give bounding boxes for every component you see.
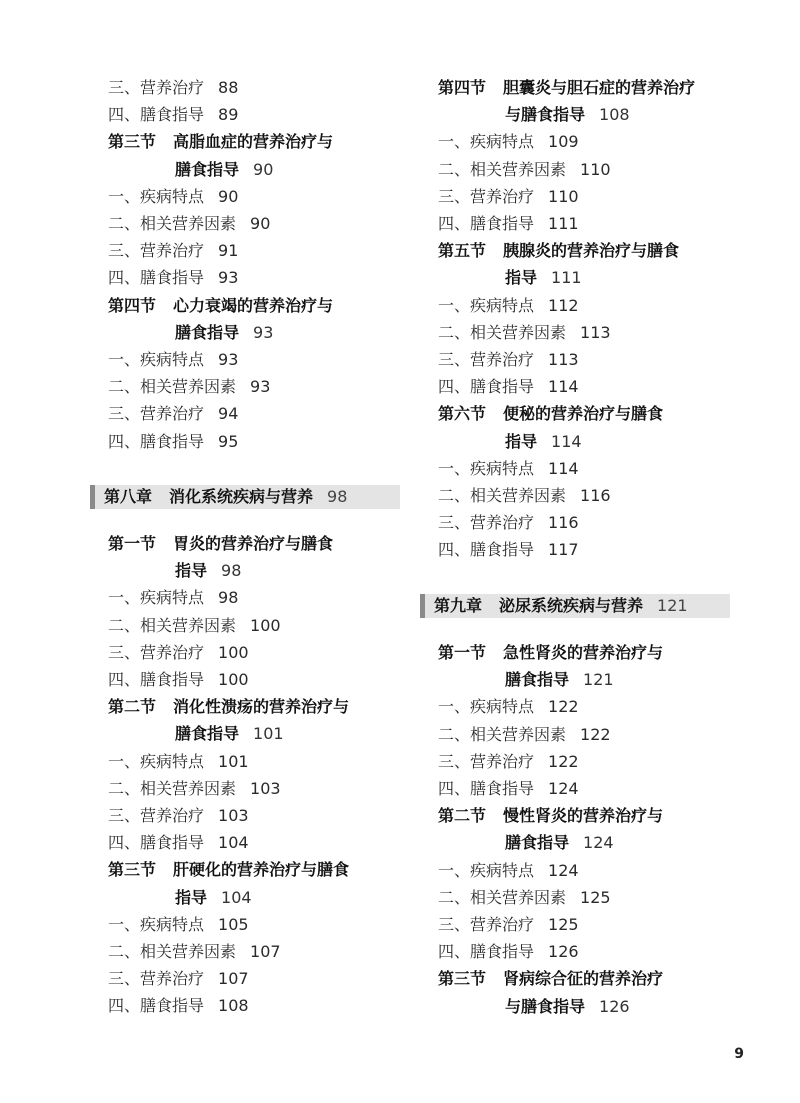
item-page: 126: [548, 942, 579, 961]
toc-item[interactable]: [108, 104, 238, 126]
toc-item[interactable]: [108, 376, 270, 398]
toc-section[interactable]: [438, 642, 663, 664]
section-title-cont: 膳食指导: [505, 670, 570, 689]
section-label: 第三节: [108, 860, 157, 879]
item-page: 112: [548, 296, 579, 315]
section-label: 第二节: [108, 697, 157, 716]
item-page: 94: [218, 404, 239, 423]
toc-section[interactable]: [438, 240, 679, 262]
item-title: 四、膳食指导: [108, 833, 205, 852]
chapter-label: 第九章: [434, 596, 483, 615]
toc-section-continued[interactable]: [175, 322, 273, 344]
item-page: 111: [548, 214, 579, 233]
item-page: 116: [580, 486, 611, 505]
chapter-heading[interactable]: [420, 594, 730, 618]
item-title: 三、营养治疗: [108, 78, 205, 97]
section-title: 心力衰竭的营养治疗与: [173, 296, 334, 315]
item-title: 三、营养治疗: [438, 187, 535, 206]
item-page: 107: [218, 969, 249, 988]
item-title: 一、疾病特点: [438, 132, 535, 151]
section-title-cont: 与膳食指导: [505, 997, 586, 1016]
toc-item[interactable]: [108, 186, 238, 208]
toc-item[interactable]: [438, 159, 611, 181]
section-title: 胃炎的营养治疗与膳食: [173, 534, 334, 553]
item-page: 110: [548, 187, 579, 206]
toc-item[interactable]: [438, 131, 579, 153]
item-page: 122: [580, 725, 611, 744]
section-title: 胆囊炎与胆石症的营养治疗: [503, 78, 696, 97]
toc-section-continued[interactable]: [505, 832, 614, 854]
item-title: 一、疾病特点: [438, 459, 535, 478]
toc-item[interactable]: [108, 587, 238, 609]
item-title: 四、膳食指导: [108, 996, 205, 1015]
item-title: 一、疾病特点: [438, 861, 535, 880]
section-title-cont: 膳食指导: [175, 724, 240, 743]
item-title: 一、疾病特点: [438, 697, 535, 716]
section-page: 111: [551, 268, 582, 287]
item-title: 四、膳食指导: [438, 942, 535, 961]
item-page: 105: [218, 915, 249, 934]
toc-section[interactable]: [108, 131, 333, 153]
chapter-heading[interactable]: [90, 485, 400, 509]
item-title: 一、疾病特点: [108, 588, 205, 607]
toc-item[interactable]: [108, 431, 238, 453]
chapter-page: 121: [657, 596, 688, 615]
item-title: 一、疾病特点: [108, 752, 205, 771]
section-title-cont: 指导: [175, 561, 208, 580]
toc-item[interactable]: [108, 213, 270, 235]
item-title: 四、膳食指导: [438, 779, 535, 798]
item-title: 三、营养治疗: [108, 404, 205, 423]
item-title: 三、营养治疗: [438, 513, 535, 532]
toc-item[interactable]: [438, 724, 611, 746]
item-page: 100: [218, 670, 249, 689]
toc-section-continued[interactable]: [505, 669, 614, 691]
section-label: 第五节: [438, 241, 487, 260]
toc-section[interactable]: [438, 403, 663, 425]
item-page: 103: [218, 806, 249, 825]
item-page: 91: [218, 241, 239, 260]
section-label: 第三节: [108, 132, 157, 151]
section-title: 便秘的营养治疗与膳食: [503, 404, 664, 423]
toc-section[interactable]: [438, 805, 663, 827]
item-page: 90: [250, 214, 271, 233]
toc-item[interactable]: [438, 941, 579, 963]
toc-item[interactable]: [438, 751, 579, 773]
toc-section-continued[interactable]: [505, 996, 630, 1018]
item-title: 四、膳食指导: [438, 540, 535, 559]
item-title: 三、营养治疗: [438, 350, 535, 369]
item-title: 二、相关营养因素: [108, 377, 237, 396]
toc-item[interactable]: [108, 615, 281, 637]
item-page: 100: [250, 616, 281, 635]
item-page: 89: [218, 105, 239, 124]
item-title: 三、营养治疗: [108, 643, 205, 662]
section-title: 高脂血症的营养治疗与: [173, 132, 334, 151]
toc-item[interactable]: [438, 295, 579, 317]
item-title: 一、疾病特点: [438, 296, 535, 315]
item-page: 110: [580, 160, 611, 179]
item-page: 108: [218, 996, 249, 1015]
section-page: 121: [583, 670, 614, 689]
section-page: 90: [253, 160, 274, 179]
toc-item[interactable]: [108, 669, 249, 691]
item-page: 100: [218, 643, 249, 662]
item-title: 三、营养治疗: [438, 752, 535, 771]
section-title-cont: 指导: [175, 888, 208, 907]
item-page: 124: [548, 861, 579, 880]
item-page: 124: [548, 779, 579, 798]
toc-item[interactable]: [438, 376, 579, 398]
item-title: 四、膳食指导: [108, 268, 205, 287]
item-title: 二、相关营养因素: [108, 779, 237, 798]
chapter-title: 泌尿系统疾病与营养: [499, 596, 644, 615]
item-page: 93: [218, 268, 239, 287]
item-title: 一、疾病特点: [108, 350, 205, 369]
toc-item[interactable]: [438, 539, 579, 561]
item-title: 二、相关营养因素: [438, 888, 567, 907]
section-title-cont: 膳食指导: [175, 323, 240, 342]
section-title: 消化性溃疡的营养治疗与: [173, 697, 350, 716]
toc-section-continued[interactable]: [505, 104, 630, 126]
item-page: 113: [580, 323, 611, 342]
item-page: 122: [548, 752, 579, 771]
section-title-cont: 膳食指导: [505, 833, 570, 852]
toc-item[interactable]: [438, 322, 611, 344]
item-page: 104: [218, 833, 249, 852]
chapter-label: 第八章: [104, 487, 153, 506]
item-page: 125: [580, 888, 611, 907]
toc-item[interactable]: [438, 778, 579, 800]
toc-item[interactable]: [438, 213, 579, 235]
toc-section[interactable]: [108, 533, 333, 555]
toc-item[interactable]: [108, 642, 249, 664]
toc-section[interactable]: [438, 968, 663, 990]
item-title: 二、相关营养因素: [108, 616, 237, 635]
toc-item[interactable]: [438, 512, 579, 534]
toc-item[interactable]: [108, 240, 238, 262]
section-label: 第一节: [438, 643, 487, 662]
section-label: 第六节: [438, 404, 487, 423]
item-page: 101: [218, 752, 249, 771]
item-title: 四、膳食指导: [108, 432, 205, 451]
section-title-cont: 膳食指导: [175, 160, 240, 179]
chapter-title: 消化系统疾病与营养: [169, 487, 314, 506]
section-page: 104: [221, 888, 252, 907]
section-label: 第四节: [438, 78, 487, 97]
toc-item[interactable]: [438, 485, 611, 507]
toc-item[interactable]: [108, 751, 249, 773]
item-title: 一、疾病特点: [108, 187, 205, 206]
section-page: 101: [253, 724, 284, 743]
item-title: 四、膳食指导: [438, 214, 535, 233]
section-title-cont: 指导: [505, 268, 538, 287]
section-label: 第一节: [108, 534, 157, 553]
item-title: 二、相关营养因素: [438, 725, 567, 744]
page-number: 9: [734, 1046, 744, 1062]
item-page: 90: [218, 187, 239, 206]
item-page: 122: [548, 697, 579, 716]
item-title: 二、相关营养因素: [438, 323, 567, 342]
item-page: 114: [548, 459, 579, 478]
item-title: 四、膳食指导: [108, 670, 205, 689]
toc-section-continued[interactable]: [505, 431, 582, 453]
toc-item[interactable]: [438, 914, 579, 936]
section-page: 108: [599, 105, 630, 124]
toc-section-continued[interactable]: [175, 560, 241, 582]
toc-item[interactable]: [108, 968, 249, 990]
toc-section-continued[interactable]: [175, 159, 273, 181]
item-title: 三、营养治疗: [108, 806, 205, 825]
item-page: 93: [250, 377, 271, 396]
toc-section[interactable]: [108, 295, 333, 317]
item-page: 95: [218, 432, 239, 451]
toc-section-continued[interactable]: [175, 887, 252, 909]
item-title: 三、营养治疗: [108, 969, 205, 988]
section-page: 93: [253, 323, 274, 342]
toc-section[interactable]: [108, 696, 349, 718]
item-title: 三、营养治疗: [438, 915, 535, 934]
item-page: 103: [250, 779, 281, 798]
toc-section[interactable]: [108, 859, 349, 881]
section-title-cont: 指导: [505, 432, 538, 451]
section-page: 124: [583, 833, 614, 852]
toc-section-continued[interactable]: [505, 267, 582, 289]
item-page: 109: [548, 132, 579, 151]
toc-item[interactable]: [108, 914, 249, 936]
item-title: 二、相关营养因素: [438, 160, 567, 179]
section-page: 98: [221, 561, 242, 580]
toc-item[interactable]: [438, 696, 579, 718]
section-title: 肾病综合征的营养治疗: [503, 969, 664, 988]
toc-item[interactable]: [108, 267, 238, 289]
item-title: 四、膳食指导: [438, 377, 535, 396]
toc-item[interactable]: [108, 77, 238, 99]
toc-item[interactable]: [438, 458, 579, 480]
section-page: 126: [599, 997, 630, 1016]
item-title: 一、疾病特点: [108, 915, 205, 934]
item-page: 113: [548, 350, 579, 369]
toc-item[interactable]: [108, 349, 238, 371]
toc-item[interactable]: [438, 349, 579, 371]
toc-section-continued[interactable]: [175, 723, 284, 745]
section-page: 114: [551, 432, 582, 451]
item-page: 116: [548, 513, 579, 532]
item-title: 四、膳食指导: [108, 105, 205, 124]
section-label: 第二节: [438, 806, 487, 825]
section-title: 肝硬化的营养治疗与膳食: [173, 860, 350, 879]
toc-item[interactable]: [108, 805, 249, 827]
toc-item[interactable]: [108, 995, 249, 1017]
toc-item[interactable]: [108, 832, 249, 854]
item-title: 二、相关营养因素: [108, 214, 237, 233]
section-title-cont: 与膳食指导: [505, 105, 586, 124]
item-page: 93: [218, 350, 239, 369]
item-page: 88: [218, 78, 239, 97]
section-title: 慢性肾炎的营养治疗与: [503, 806, 664, 825]
toc-section[interactable]: [438, 77, 695, 99]
section-title: 胰腺炎的营养治疗与膳食: [503, 241, 680, 260]
toc-item[interactable]: [438, 186, 579, 208]
toc-item[interactable]: [108, 778, 281, 800]
item-page: 114: [548, 377, 579, 396]
section-label: 第四节: [108, 296, 157, 315]
item-page: 117: [548, 540, 579, 559]
toc-item[interactable]: [108, 941, 281, 963]
item-page: 125: [548, 915, 579, 934]
item-title: 二、相关营养因素: [438, 486, 567, 505]
toc-item[interactable]: [438, 860, 579, 882]
chapter-page: 98: [327, 487, 348, 506]
item-title: 三、营养治疗: [108, 241, 205, 260]
item-page: 107: [250, 942, 281, 961]
item-page: 98: [218, 588, 239, 607]
item-title: 二、相关营养因素: [108, 942, 237, 961]
toc-item[interactable]: [108, 403, 238, 425]
toc-item[interactable]: [438, 887, 611, 909]
section-title: 急性肾炎的营养治疗与: [503, 643, 664, 662]
section-label: 第三节: [438, 969, 487, 988]
